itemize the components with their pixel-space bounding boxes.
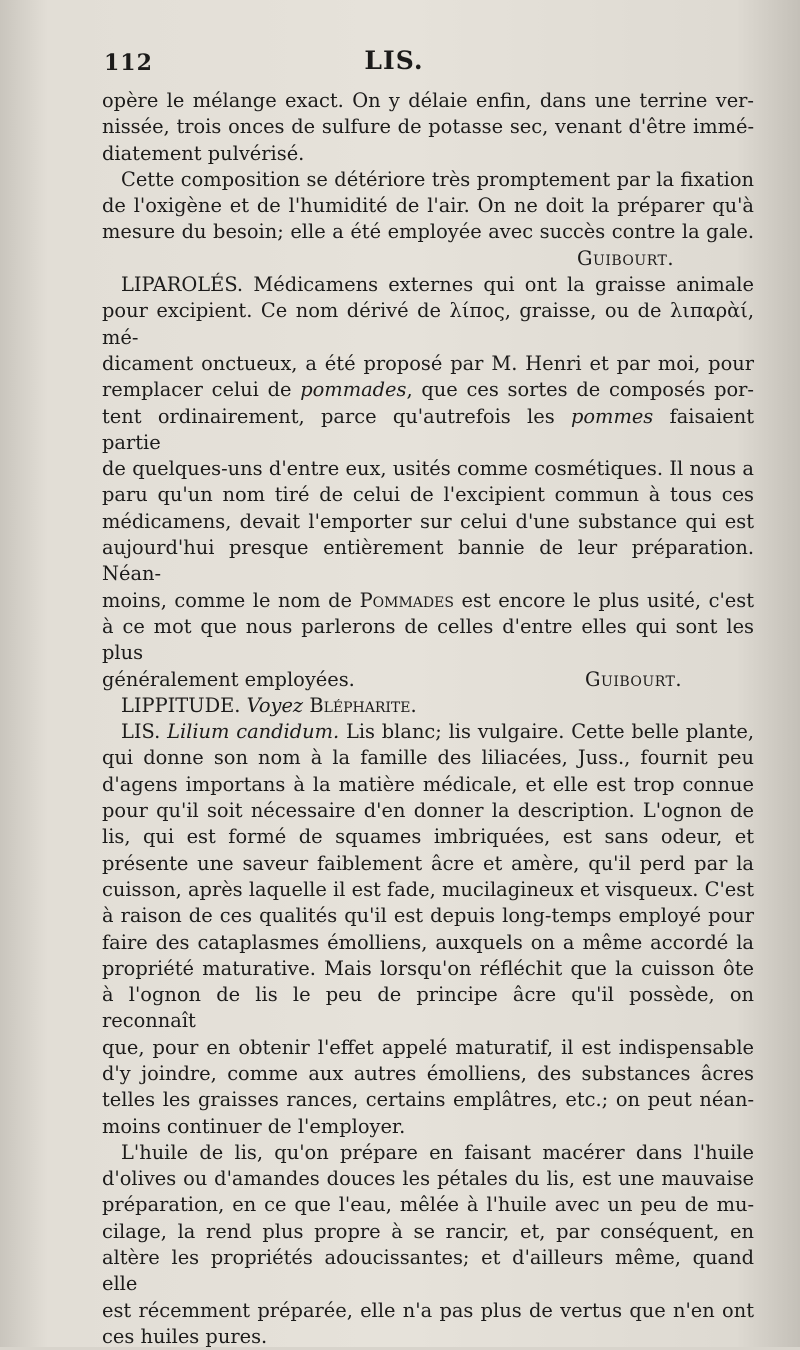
text-line: telles les graisses rances, certains emplâtres, etc.; on peut néan- — [102, 1088, 754, 1112]
text-line: LIPAROLÉS. Médicamens externes qui ont la graisse animale — [121, 273, 754, 297]
see-also-label: Voyez — [246, 693, 304, 717]
text-line: tent ordinairement, parce qu'autrefois les pommes faisaient partie — [102, 404, 754, 454]
text-line: pour qu'il soit nécessaire d'en donner la description. L'ognon de — [102, 799, 754, 823]
text-line: qui donne son nom à la famille des liliacées, Juss., fournit peu — [102, 746, 754, 770]
text-line: préparation, en ce que l'eau, mêlée à l'huile avec un peu de mu- — [102, 1193, 754, 1217]
text-line: nissée, trois onces de sulfure de potasse sec, venant d'être immé- — [102, 115, 754, 139]
text-line: présente une saveur faiblement âcre et amère, qu'il perd par la — [102, 851, 754, 875]
page-number: 112 — [104, 50, 153, 76]
text-line — [102, 693, 754, 719]
text-line: que, pour en obtenir l'effet appelé maturatif, il est indispensable — [102, 1035, 754, 1059]
entry-term: LIPAROLÉS. — [121, 273, 244, 297]
text-line: à raison de ces qualités qu'il est depuis long-temps employé pour — [102, 904, 754, 928]
body-text — [102, 88, 754, 1350]
running-head — [104, 44, 684, 84]
author-signature: Guibourt. — [577, 246, 674, 270]
text-line: moins, comme le nom de Pommades est encore le plus usité, c'est — [102, 588, 754, 612]
text-line: aujourd'hui presque entièrement bannie de leur préparation. Néan- — [102, 536, 754, 586]
paragraph-continuation — [102, 88, 754, 167]
text-line: L'huile de lis, qu'on prépare en faisant macérer dans l'huile — [121, 1140, 754, 1164]
text-line: mesure du besoin; elle a été employée avec succès contre la gale. — [102, 220, 754, 244]
text-line: LIS. Lilium candidum. Lis blanc; lis vulgaire. Cette belle plante, — [121, 720, 754, 744]
text-line: cuisson, après laquelle il est fade, mucilagineux et visqueux. C'est — [102, 877, 754, 901]
text-line: cilage, la rend plus propre à se rancir, et, par conséquent, en — [102, 1219, 754, 1243]
text-line: faire des cataplasmes émolliens, auxquels on a même accordé la — [102, 930, 754, 954]
text-line: lis, qui est formé de squames imbriquées, est sans odeur, et — [102, 825, 754, 849]
page-title: LIS. — [364, 46, 424, 75]
author-signature: Guibourt. — [585, 667, 682, 691]
text-line: propriété maturative. Mais lorsqu'on réfléchit que la cuisson ôte — [102, 956, 754, 980]
text-line: diatement pulvérisé. — [102, 141, 305, 165]
italic-term: pommades — [300, 378, 407, 402]
text-line: remplacer celui de pommades, que ces sortes de composés por- — [102, 378, 754, 402]
text-line: pour excipient. Ce nom dérivé de λίπος, graisse, ou de λιπαρὰί, mé- — [102, 299, 754, 349]
text-line: à l'ognon de lis le peu de principe âcre qu'il possède, on reconnaît — [102, 983, 754, 1033]
text-line: d'olives ou d'amandes douces les pétales du lis, est une mauvaise — [102, 1167, 754, 1191]
paragraph-composition — [102, 167, 754, 272]
entry-term: LIS. — [121, 720, 161, 744]
text-line: d'y joindre, comme aux autres émolliens, des substances âcres — [102, 1061, 754, 1085]
text-line: opère le mélange exact. On y délaie enfin, dans une terrine ver- — [102, 89, 754, 112]
text-line: d'agens importans à la matière médicale, et elle est trop connue — [102, 772, 754, 796]
entry-lis — [102, 719, 754, 1140]
text-line: altère les propriétés adoucissantes; et d'ailleurs même, quand elle — [102, 1246, 754, 1296]
text-line: de quelques-uns d'entre eux, usités comme cosmétiques. Il nous a — [102, 457, 754, 481]
entry-liparoles — [102, 272, 754, 693]
entry-term: LIPPITUDE. — [121, 693, 241, 717]
text-line: généralement employées. Guibourt. — [102, 667, 754, 693]
italic-term: pommes — [570, 404, 654, 428]
entry-lippitude — [102, 693, 754, 719]
greek-word: λίπος — [449, 299, 505, 323]
text-line: Cette composition se détériore très promptement par la fixation — [121, 167, 754, 191]
small-caps-term: Pommades — [359, 588, 454, 612]
text-line: moins continuer de l'employer. — [102, 1114, 406, 1138]
text-line: ces huiles pures. — [102, 1324, 268, 1348]
text-line: paru qu'un nom tiré de celui de l'excipient commun à tous ces — [102, 483, 754, 507]
text-line: à ce mot que nous parlerons de celles d'entre elles qui sont les plus — [102, 614, 754, 665]
paragraph-huile-de-lis — [102, 1140, 754, 1350]
greek-word: λιπαρὰί — [670, 299, 748, 323]
text-line: dicament onctueux, a été proposé par M. Henri et par moi, pour — [102, 351, 754, 375]
text-line: de l'oxigène et de l'humidité de l'air. On ne doit la préparer qu'à — [102, 194, 754, 218]
text-line: est récemment préparée, elle n'a pas plus de vertus que n'en ont — [102, 1298, 754, 1322]
text-line: médicamens, devait l'emporter sur celui d'une substance qui est — [102, 509, 754, 533]
latin-name: Lilium candidum. — [167, 720, 340, 744]
cross-reference: Blépharite. — [309, 693, 417, 717]
